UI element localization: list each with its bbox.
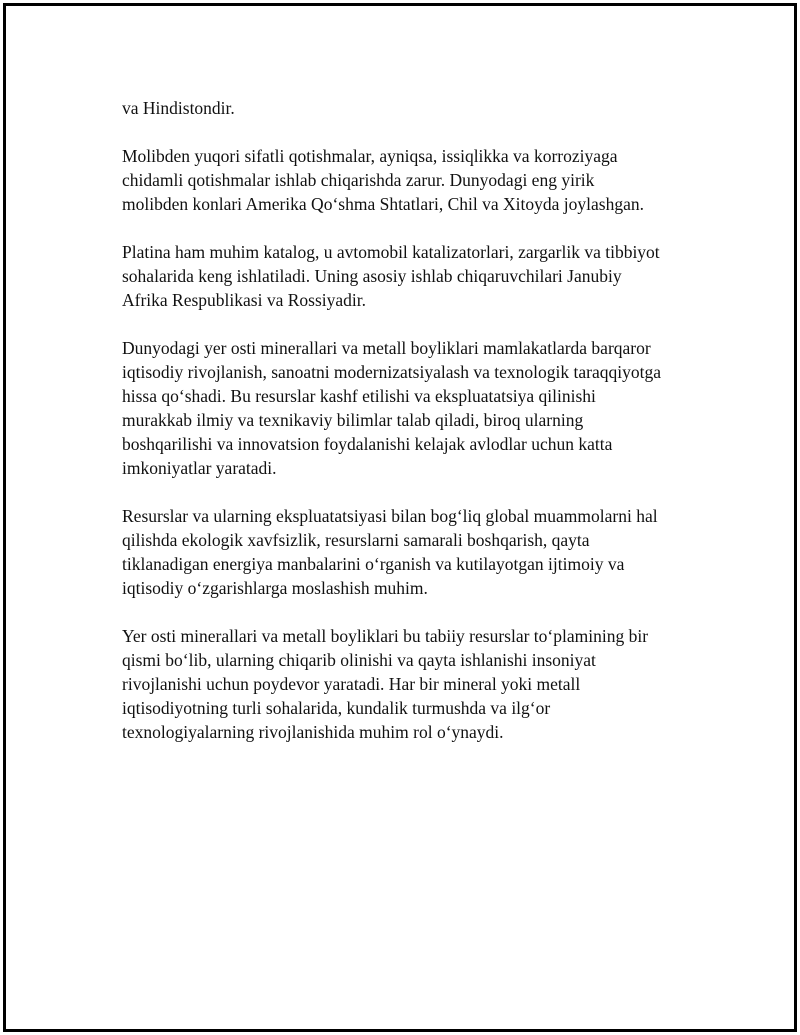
text-line: chidamli qotishmalar ishlab chiqarishda zarur. Dunyodagi eng yirik <box>122 170 595 190</box>
text-line: rivojlanishi uchun poydevor yaratadi. Har bir mineral yoki metall <box>122 674 581 694</box>
text-line: va Hindistondir. <box>122 98 235 118</box>
text-line: iqtisodiyotning turli sohalarida, kundalik turmushda va ilg‘or <box>122 698 551 718</box>
text-line: Yer osti minerallari va metall boyliklari bu tabiiy resurslar to‘plamining bir <box>122 626 649 646</box>
text-line: hissa qo‘shadi. Bu resurslar kashf etilishi va ekspluatatsiya qilinishi <box>122 386 596 406</box>
paragraph-3 <box>122 240 702 312</box>
text-line: Afrika Respublikasi va Rossiyadir. <box>122 290 367 310</box>
text-line: boshqarilishi va innovatsion foydalanishi kelajak avlodlar uchun katta <box>122 434 613 454</box>
paragraph-6 <box>122 624 702 744</box>
text-line: Molibden yuqori sifatli qotishmalar, ayniqsa, issiqlikka va korroziyaga <box>122 146 618 166</box>
page-content <box>122 96 702 768</box>
text-line: texnologiyalarning rivojlanishida muhim rol o‘ynaydi. <box>122 722 504 742</box>
text-line: iqtisodiy o‘zgarishlarga moslashish muhim. <box>122 578 428 598</box>
text-line: Resurslar va ularning ekspluatatsiyasi bilan bog‘liq global muammolarni hal <box>122 506 658 526</box>
paragraph-2 <box>122 144 702 216</box>
text-line: qilishda ekologik xavfsizlik, resurslarni samarali boshqarish, qayta <box>122 530 590 550</box>
text-line: tiklanadigan energiya manbalarini o‘rganish va kutilayotgan ijtimoiy va <box>122 554 625 574</box>
text-line: imkoniyatlar yaratadi. <box>122 458 277 478</box>
text-line: murakkab ilmiy va texnikaviy bilimlar talab qiladi, biroq ularning <box>122 410 584 430</box>
paragraph-5 <box>122 504 702 600</box>
page-frame <box>3 3 797 1032</box>
text-line: molibden konlari Amerika Qo‘shma Shtatlari, Chil va Xitoyda joylashgan. <box>122 194 644 214</box>
text-line: iqtisodiy rivojlanish, sanoatni modernizatsiyalash va texnologik taraqqiyotga <box>122 362 661 382</box>
paragraph-1 <box>122 96 702 120</box>
text-line: sohalarida keng ishlatiladi. Uning asosiy ishlab chiqaruvchilari Janubiy <box>122 266 622 286</box>
text-line: Platina ham muhim katalog, u avtomobil katalizatorlari, zargarlik va tibbiyot <box>122 242 660 262</box>
text-line: Dunyodagi yer osti minerallari va metall boyliklari mamlakatlarda barqaror <box>122 338 651 358</box>
text-line: qismi bo‘lib, ularning chiqarib olinishi va qayta ishlanishi insoniyat <box>122 650 596 670</box>
paragraph-4 <box>122 336 702 480</box>
